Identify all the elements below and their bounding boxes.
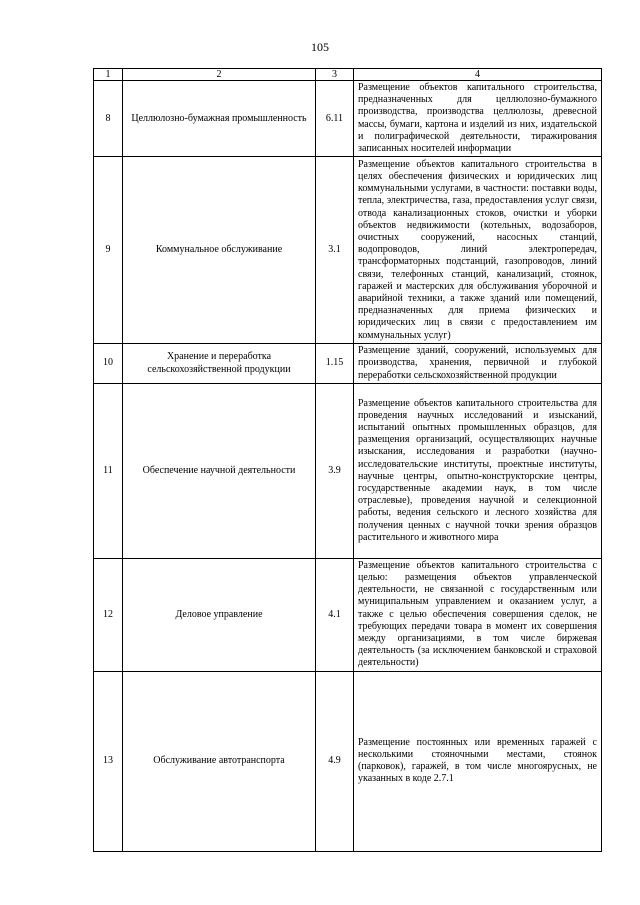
row-number: 10 <box>94 344 123 384</box>
row-description: Размещение объектов капитального строительства в целях обеспечения физических и юридических лиц коммунальными услугами, в частности: поставки воды, тепла, электричества, газа, предоставления услуг связи, отвода канализационных стоков, очистки и уборки объектов недвижимости (котельных, водозаборов, очистных сооружений, насосных станций, водопроводов, линий электропередач, трансформаторных подстанций, газопроводов, линий связи, телефонных станций, канализаций, стоянок, гаражей и мастерских для обслуживания уборочной и аварийной техники, а также зданий или помещений, предназначенных для приема физических и юридических лиц в связи с предоставлением им коммунальных услуг) <box>354 157 602 344</box>
row-name: Хранение и переработка сельскохозяйственной продукции <box>123 344 316 384</box>
row-number: 8 <box>94 81 123 157</box>
row-description: Размещение объектов капитального строительства для проведения научных исследований и изысканий, испытаний опытных промышленных образцов, для размещения организаций, осуществляющих научные изыскания, исследования и разработки (научно-исследовательские институты, проектные институты, научные центры, опытно-конструкторские центры, государственные академии наук, в том числе отраслевые), проведения научной и селекционной работы, ведения сельского и лесного хозяйства для получения ценных с научной точки зрения образцов растительного и животного мира <box>354 383 602 558</box>
row-name: Обслуживание автотранспорта <box>123 671 316 851</box>
row-code: 4.9 <box>316 671 354 851</box>
table-row <box>94 81 602 157</box>
row-code: 4.1 <box>316 558 354 671</box>
row-description: Размещение объектов капитального строительства, предназначенных для целлюлозно-бумажного производства, производства целлюлозы, древесной массы, бумаги, картона и изделий из них, издательской и полиграфической деятельности, тиражирования записанных носителей информации <box>354 81 602 157</box>
row-code: 1.15 <box>316 344 354 384</box>
row-code: 6.11 <box>316 81 354 157</box>
row-name: Обеспечение научной деятельности <box>123 383 316 558</box>
row-number: 9 <box>94 157 123 344</box>
header-col-2: 2 <box>123 69 316 81</box>
table-row <box>94 671 602 851</box>
header-col-4: 4 <box>354 69 602 81</box>
header-col-3: 3 <box>316 69 354 81</box>
row-name: Коммунальное обслуживание <box>123 157 316 344</box>
header-col-1: 1 <box>94 69 123 81</box>
row-code: 3.1 <box>316 157 354 344</box>
row-description: Размещение объектов капитального строительства с целью: размещения объектов управленческой деятельности, не связанной с государственным или муниципальным управлением и оказанием услуг, а также с целью обеспечения совершения сделок, не требующих передачи товара в момент их совершения между организациями, в том числе биржевая деятельность (за исключением банковской и страховой деятельности) <box>354 558 602 671</box>
land-use-table <box>93 68 602 852</box>
table-header-row <box>94 69 602 81</box>
row-code: 3.9 <box>316 383 354 558</box>
row-name: Деловое управление <box>123 558 316 671</box>
page-number: 105 <box>311 40 329 54</box>
row-number: 13 <box>94 671 123 851</box>
table-row <box>94 558 602 671</box>
row-number: 11 <box>94 383 123 558</box>
row-description: Размещение зданий, сооружений, используемых для производства, хранения, первичной и глубокой переработки сельскохозяйственной продукции <box>354 344 602 384</box>
row-number: 12 <box>94 558 123 671</box>
row-name: Целлюлозно-бумажная промышленность <box>123 81 316 157</box>
table-row <box>94 344 602 384</box>
table-row <box>94 383 602 558</box>
row-description: Размещение постоянных или временных гаражей с несколькими стояночными местами, стоянок (парковок), гаражей, в том числе многоярусных, не указанных в коде 2.7.1 <box>354 671 602 851</box>
table-row <box>94 157 602 344</box>
